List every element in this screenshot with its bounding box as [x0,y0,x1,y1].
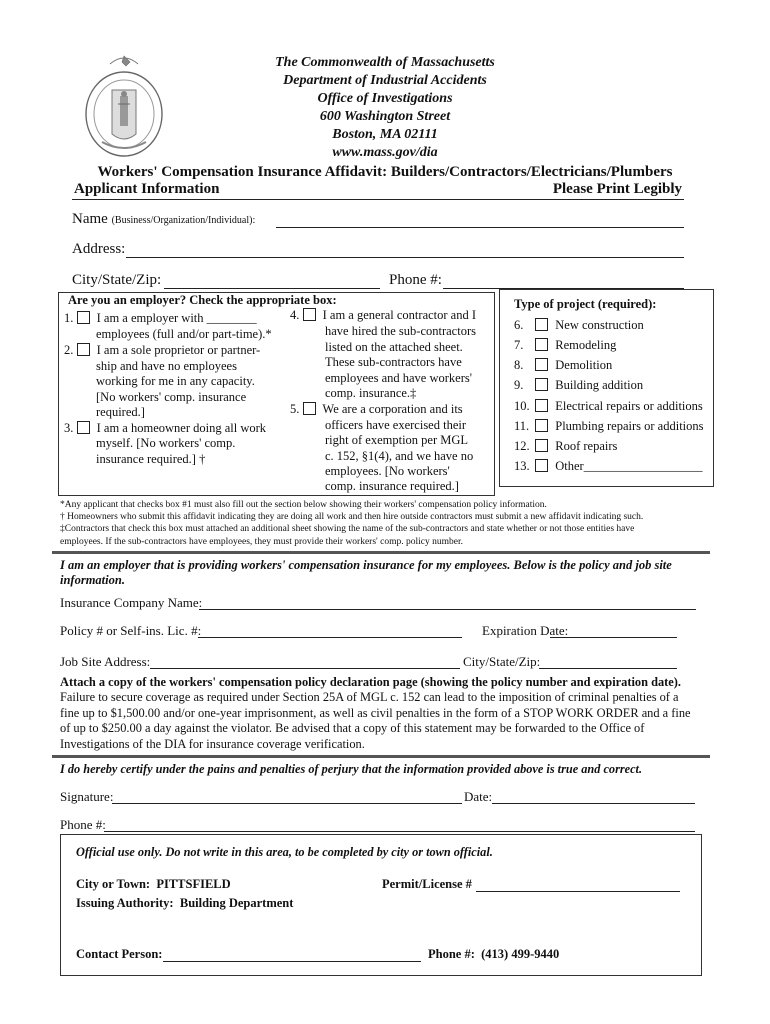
project-10-number: 10. [514,399,530,413]
header-website: www.mass.gov/dia [332,145,438,160]
issuing-authority-row [76,896,293,911]
project-7-checkbox[interactable] [535,338,548,351]
insurer-input-line[interactable] [199,609,696,610]
city-input-line[interactable] [164,288,380,289]
official-phone-value: (413) 499-9440 [481,947,560,961]
footnote-3: ‡Contractors that check this box must attached an additional sheet showing the name of the sub-contractors and state whether or not those entities have [60,524,635,534]
project-10-label: Electrical repairs or additions [555,399,703,413]
option-3-line-2: myself. [No workers' comp. [96,436,236,450]
project-item-11 [514,419,704,435]
project-11-number: 11. [514,419,530,433]
header-line-4: 600 Washington Street [319,109,451,124]
warning-line-1: Failure to secure coverage as required under Section 25A of MGL c. 152 can lead to the imposition of criminal penalties of a [60,690,679,704]
option-5-line-4: c. 152, §1(4), and we have no [325,449,474,463]
option-4-line-3: listed on the attached sheet. [325,340,463,354]
expiration-input-line[interactable] [550,637,677,638]
project-7-label: Remodeling [555,338,617,352]
project-9-number: 9. [514,378,524,392]
header-line-5: Boston, MA 02111 [332,127,438,142]
option-4-checkbox[interactable] [303,308,316,321]
option-5-line-1: We are a corporation and its [322,402,463,416]
option-2-line-4: [No workers' comp. insurance [96,390,247,404]
option-5-line-3: right of exemption per MGL [325,433,469,447]
official-phone-label: Phone #: [428,947,475,961]
project-6-label: New construction [555,318,644,332]
footnote-1: *Any applicant that checks box #1 must also fill out the section below showing their workers' compensation policy information. [60,500,547,510]
employer-option-4 [290,308,476,324]
option-1-checkbox[interactable] [77,311,90,324]
project-item-9 [514,378,643,394]
option-5-number: 5. [290,402,300,416]
applicant-section-label: Applicant Information [74,181,220,197]
option-4-line-1: I am a general contractor and I [322,308,477,322]
permit-label: Permit/License # [382,877,472,891]
footnote-2: † Homeowners who submit this affidavit indicating they are doing all work and then hire outside contractors must submit a new affidavit indicating such. [60,512,644,522]
option-3-checkbox[interactable] [77,421,90,434]
address-label: Address: [72,241,126,257]
warning-line-3: of up to $250.00 a day against the violator. Be advised that a copy of this statement may be forwarded to the Office of [60,721,645,735]
issuing-authority-value: Building Department [179,896,294,910]
project-12-checkbox[interactable] [535,439,548,452]
official-city-label: City or Town: [76,877,151,891]
attach-note: Attach a copy of the workers' compensation policy declaration page (showing the policy number and expiration date). [60,675,682,689]
option-5-line-2: officers have exercised their [325,418,467,432]
option-2-line-5: required.] [96,405,145,419]
signature-label: Signature: [60,789,114,804]
option-4-line-6: comp. insurance.‡ [325,386,417,400]
project-item-10 [514,399,703,415]
project-9-label: Building addition [555,378,644,392]
certify-phone-input-line[interactable] [104,831,695,832]
jobsite-input-line[interactable] [150,668,460,669]
project-item-7 [514,338,616,354]
project-item-12 [514,439,617,455]
address-input-line[interactable] [126,257,684,258]
option-1-line-1: I am a employer with ________ [96,311,257,325]
jobsite-label: Job Site Address: [60,654,151,669]
signature-input-line[interactable] [112,803,462,804]
option-5-checkbox[interactable] [303,402,316,415]
employer-option-1 [64,311,257,327]
project-6-checkbox[interactable] [535,318,548,331]
option-5-line-6: comp. insurance required.] [325,479,459,493]
section-divider-1 [52,551,710,554]
project-10-checkbox[interactable] [535,399,548,412]
header-line-3: Office of Investigations [317,91,453,106]
option-2-line-1: I am a sole proprietor or partner- [96,343,261,357]
official-city-value: PITTSFIELD [156,877,231,891]
option-4-number: 4. [290,308,300,322]
applicant-phone-label: Phone #: [389,272,442,288]
city-label: City/State/Zip: [72,272,162,288]
option-3-line-3: insurance required.] † [96,452,206,466]
project-9-checkbox[interactable] [535,378,548,391]
issuing-authority-label: Issuing Authority: [76,896,174,910]
policy-number-input-line[interactable] [198,637,462,638]
project-item-6 [514,318,644,334]
section-divider-2 [52,755,710,758]
option-3-number: 3. [64,421,74,435]
option-4-line-4: These sub-contractors have [325,355,462,369]
project-13-number: 13. [514,459,530,473]
name-sublabel: (Business/Organization/Individual): [111,215,256,226]
insurer-label: Insurance Company Name: [60,595,203,610]
option-5-line-5: employees. [No workers' [325,464,450,478]
policy-intro: I am an employer that is providing workers' compensation insurance for my employees. Below is the policy and job site information. [60,558,672,587]
contact-person-input-line[interactable] [163,961,421,962]
jobsite-city-input-line[interactable] [539,668,677,669]
date-input-line[interactable] [492,803,695,804]
project-7-number: 7. [514,338,524,352]
option-2-number: 2. [64,343,74,357]
employer-question: Are you an employer? Check the appropriate box: [68,293,337,307]
project-8-label: Demolition [555,358,613,372]
project-item-13 [514,459,702,475]
certify-phone-label: Phone #: [60,817,106,832]
project-8-number: 8. [514,358,524,372]
expiration-label: Expiration Date: [482,623,569,638]
option-2-line-3: working for me in any capacity. [96,374,255,388]
name-label: Name [72,211,108,227]
employer-option-3 [64,421,266,437]
project-11-label: Plumbing repairs or additions [555,419,704,433]
svg-text:.: . [91,115,97,119]
employer-option-2 [64,343,260,359]
warning-line-2: fine up to $1,500.00 and/or one-year imprisonment, as well as civil penalties in the form of a STOP WORK ORDER and a fine [60,706,691,720]
employer-option-5 [290,402,463,418]
name-field-row [72,211,255,228]
warning-line-4: Investigations of the DIA for insurance coverage verification. [60,737,365,751]
project-item-8 [514,358,612,374]
jobsite-city-label: City/State/Zip: [463,654,541,669]
official-use-heading: Official use only. Do not write in this area, to be completed by city or town official. [76,845,493,859]
project-8-checkbox[interactable] [535,358,548,371]
project-12-number: 12. [514,439,530,453]
official-phone-row [428,947,559,962]
option-2-line-2: ship and have no employees [96,359,237,373]
print-legibly-note: Please Print Legibly [552,181,682,197]
option-4-line-2: have hired the sub-contractors [325,324,476,338]
form-title: Workers' Compensation Insurance Affidavit: Builders/Contractors/Electricians/Plumbers [97,164,673,180]
option-3-line-1: I am a homeowner doing all work [96,421,267,435]
permit-input-line[interactable] [476,891,680,892]
option-1-number: 1. [64,311,74,325]
option-1-line-2: employees (full and/or part-time).* [96,327,272,341]
option-2-checkbox[interactable] [77,343,90,356]
project-type-title: Type of project (required): [514,297,657,311]
contact-person-label: Contact Person: [76,947,163,961]
option-4-line-5: employees and have workers' [325,371,472,385]
header-line-1: The Commonwealth of Massachusetts [275,55,495,70]
project-12-label: Roof repairs [555,439,618,453]
project-13-checkbox[interactable] [535,459,548,472]
certify-statement: I do hereby certify under the pains and penalties of perjury that the information provided above is true and correct. [60,762,643,776]
policy-number-label: Policy # or Self-ins. Lic. #: [60,623,202,638]
project-6-number: 6. [514,318,524,332]
footnote-4: employees. If the sub-contractors have employees, they must provide their workers' comp. policy number. [60,537,463,547]
applicant-underline [72,199,684,200]
header-line-2: Department of Industrial Accidents [283,73,487,88]
project-11-checkbox[interactable] [535,419,548,432]
project-13-label: Other___________________ [555,459,703,473]
name-input-line[interactable] [276,227,684,228]
date-label: Date: [464,789,493,804]
official-city-row [76,877,231,892]
